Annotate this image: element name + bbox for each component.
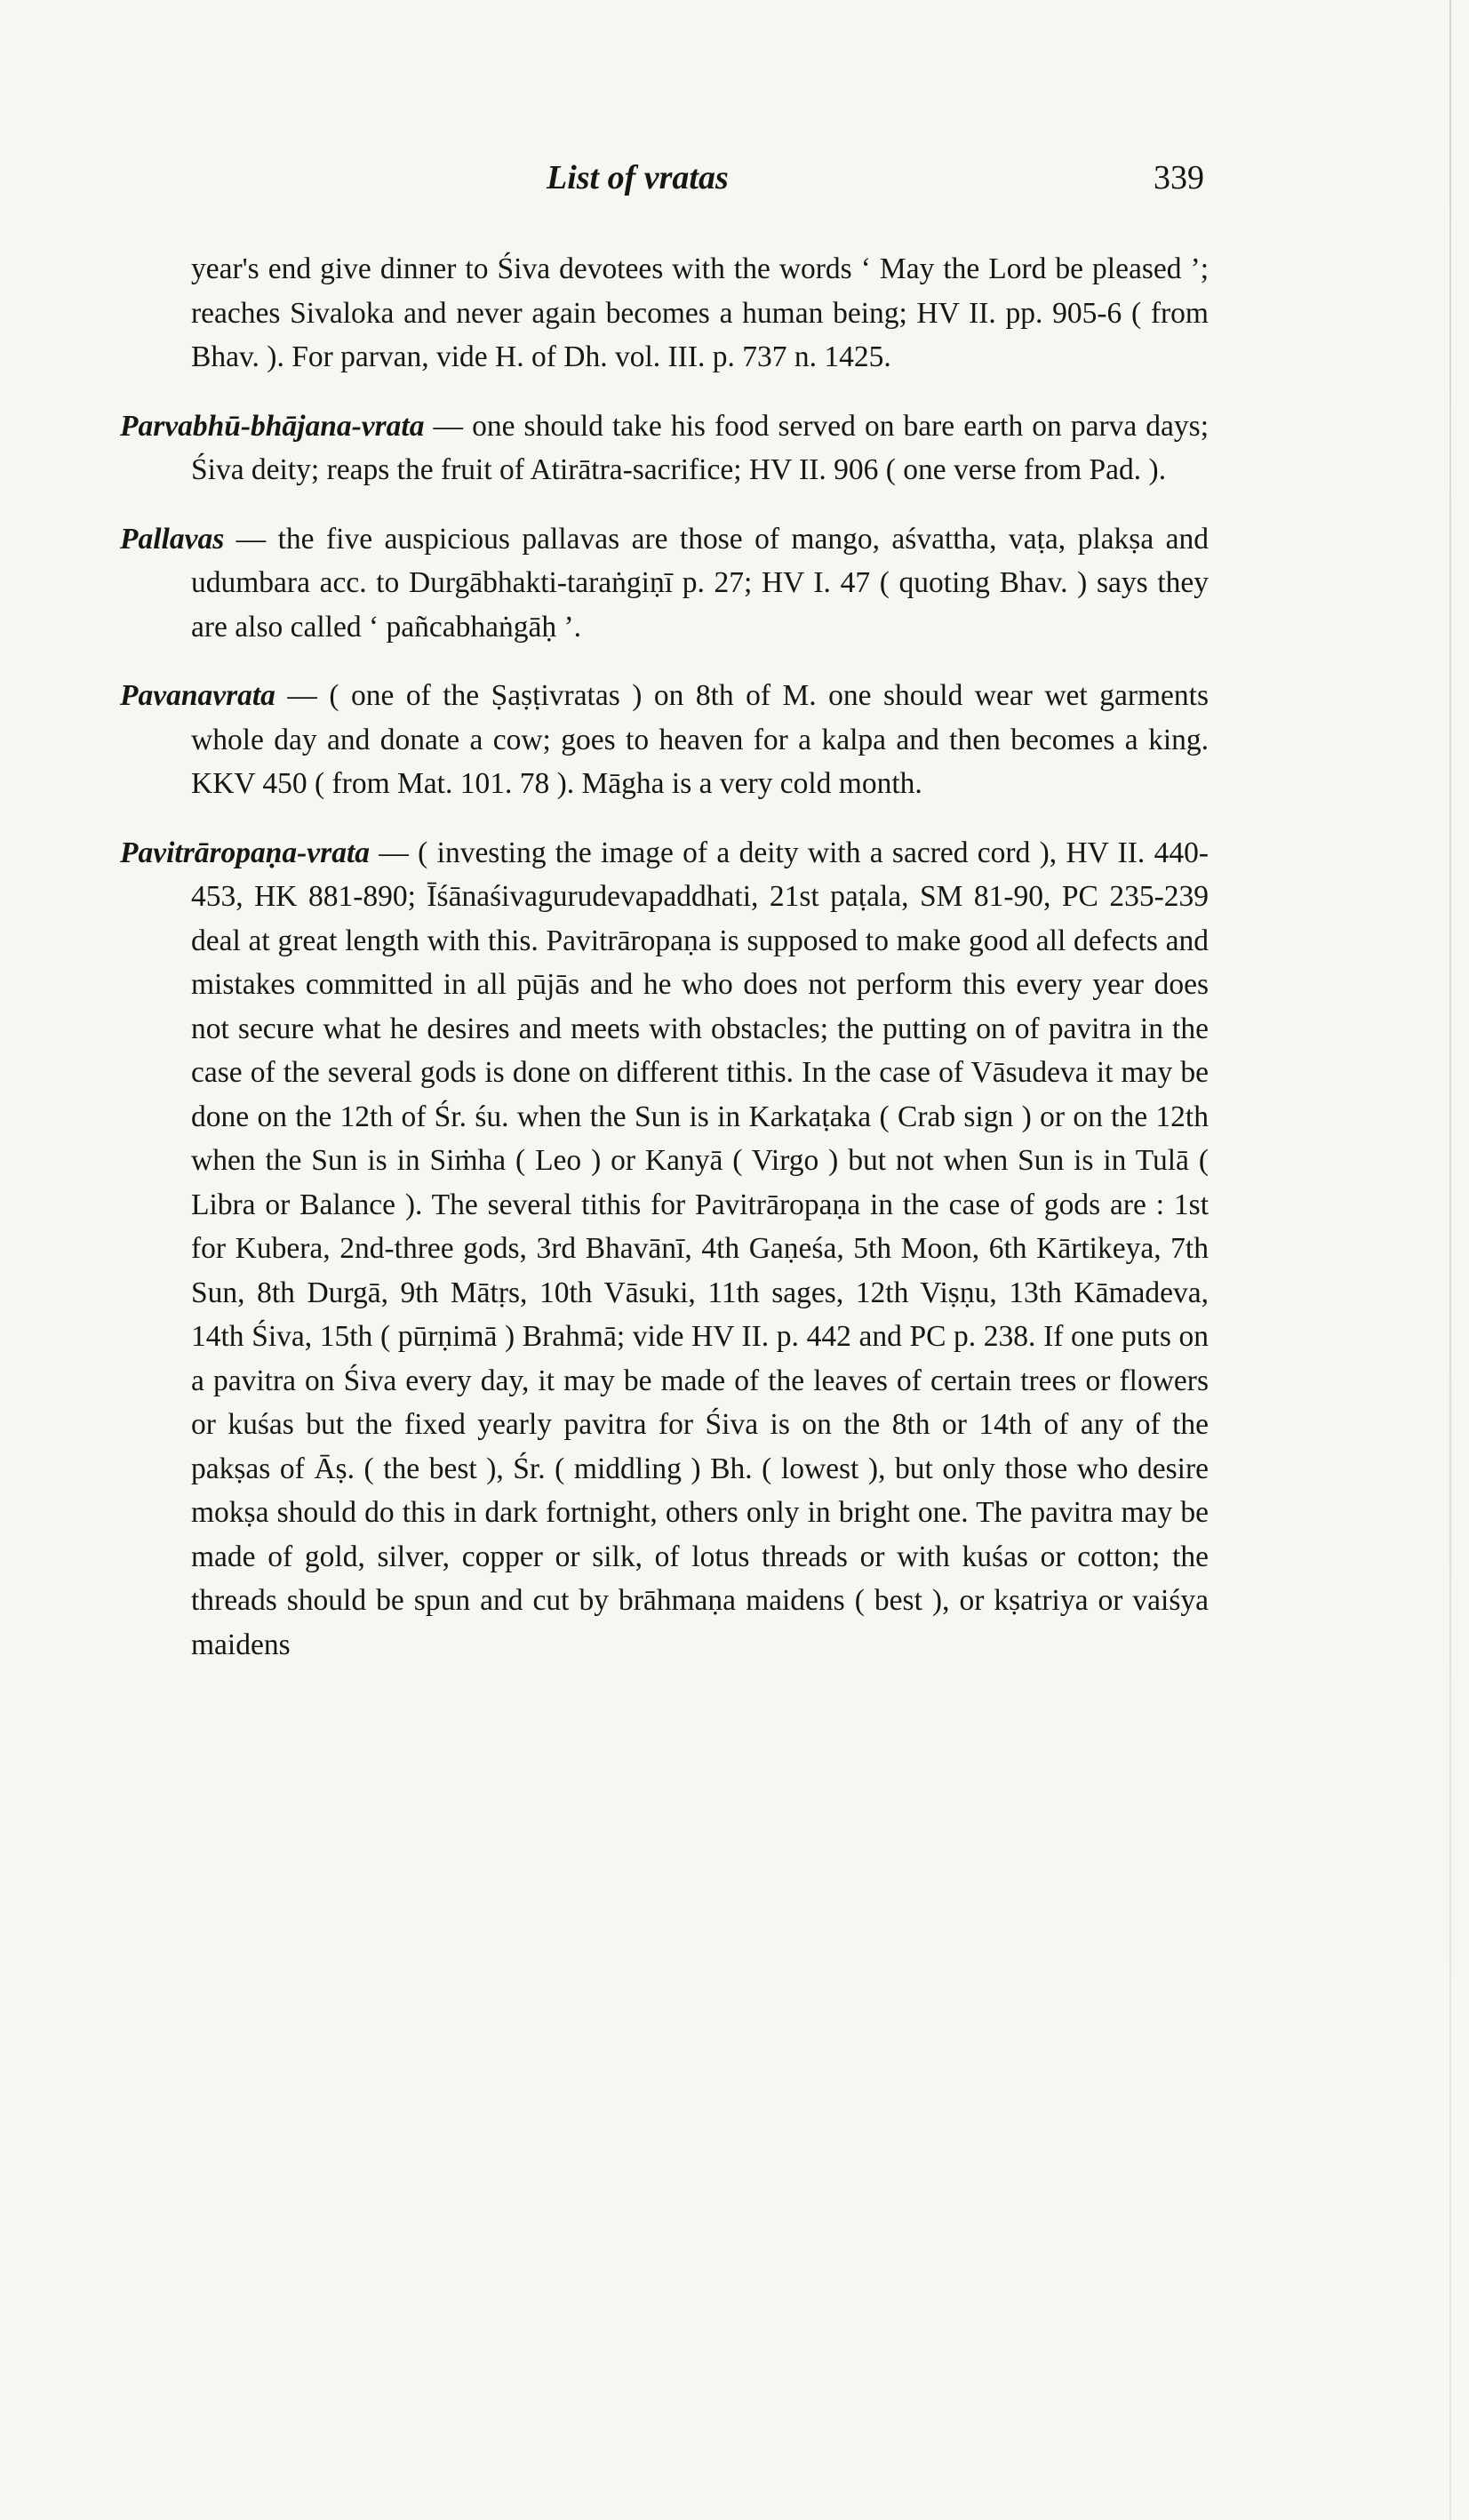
- entry-text: year's end give dinner to Śiva devotees with the words ‘ May the Lord be pleased ’; reaches Sivaloka and never again becomes a human being; HV II. pp. 905-6 ( from Bhav. ). For parvan, vide H. of Dh. vol. III. p. 737 n. 1425.: [191, 252, 1209, 373]
- page-edge-shadow: [1449, 0, 1451, 2520]
- entry-heading: Pavanavrata: [120, 679, 275, 712]
- entry-text: — ( one of the Ṣaṣṭivratas ) on 8th of M. one should wear wet garments whole day and donate a cow; goes to heaven for a kalpa and then becomes a king. KKV 450 ( from Mat. 101. 78 ). Māgha is a very cold month.: [191, 679, 1209, 800]
- entry-text: — the five auspicious pallavas are those of mango, aśvattha, vaṭa, plakṣa and udumbara acc. to Durgābhakti-taraṅgiṇī p. 27; HV I. 47 ( quoting Bhav. ) says they are also called ‘ pañcabhaṅgāḥ ’.: [191, 522, 1209, 644]
- entry-text: — ( investing the image of a deity with a sacred cord ), HV II. 440-453, HK 881-890; Īśānaśivagurudevapaddhati, 21st paṭala, SM 81-90, PC 235-239 deal at great length with this. Pavitrāropaṇa is supposed to make good all defects and mistakes committed in all pūjās and he who does not perform this every year does not secure what he desires and meets with obstacles; the putting on of pavitra in the case of the several gods is done on different tithis. In the case of Vāsudeva it may be done on the 12th of Śr. śu. when the Sun is in Karkaṭaka ( Crab sign ) or on the 12th when the Sun is in Siṁha ( Leo ) or Kanyā ( Virgo ) but not when Sun is in Tulā ( Libra or Balance ). The several tithis for Pavitrāropaṇa in the case of gods are : 1st for Kubera, 2nd-three gods, 3rd Bhavānī, 4th Gaṇeśa, 5th Moon, 6th Kārtikeya, 7th Sun, 8th Durgā, 9th Mātṛs, 10th Vāsuki, 11th sages, 12th Viṣṇu, 13th Kāmadeva, 14th Śiva, 15th ( pūrṇimā ) Brahmā; vide HV II. p. 442 and PC p. 238. If one puts on a pavitra on Śiva every day, it may be made of the leaves of certain trees or flowers or kuśas but the fixed yearly pavitra for Śiva is on the 8th or 14th of any of the pakṣas of Āṣ. ( the best ), Śr. ( middling ) Bh. ( lowest ), but only those who desire mokṣa should do this in dark fortnight, others only in bright one. The pavitra may be made of gold, silver, copper or silk, of lotus threads or with kuśas or cotton; the threads should be spun and cut by brāhmaṇa maidens ( best ), or kṣatriya or vaiśya maidens: [191, 836, 1209, 1661]
- page-number: 339: [1154, 159, 1204, 196]
- running-header: [191, 158, 1204, 212]
- entry-heading: Pavitrāropaṇa-vrata: [120, 836, 371, 869]
- entry-heading: Pallavas: [120, 522, 225, 556]
- entry-parvabhu-bhajana-vrata: [120, 404, 1209, 492]
- running-title: List of vratas: [547, 159, 729, 196]
- entry-pavanavrata: [120, 674, 1209, 806]
- entry-heading: Parvabhū-bhājana-vrata: [120, 409, 425, 443]
- entry-pallavas: [120, 517, 1209, 650]
- page-body: [120, 247, 1209, 1692]
- entry-text: — one should take his food served on bare earth on parva days; Śiva deity; reaps the fruit of Atirātra-sacrifice; HV II. 906 ( one verse from Pad. ).: [191, 409, 1209, 486]
- entry-continuation: [120, 247, 1209, 380]
- entry-pavitraropana-vrata: [120, 831, 1209, 1668]
